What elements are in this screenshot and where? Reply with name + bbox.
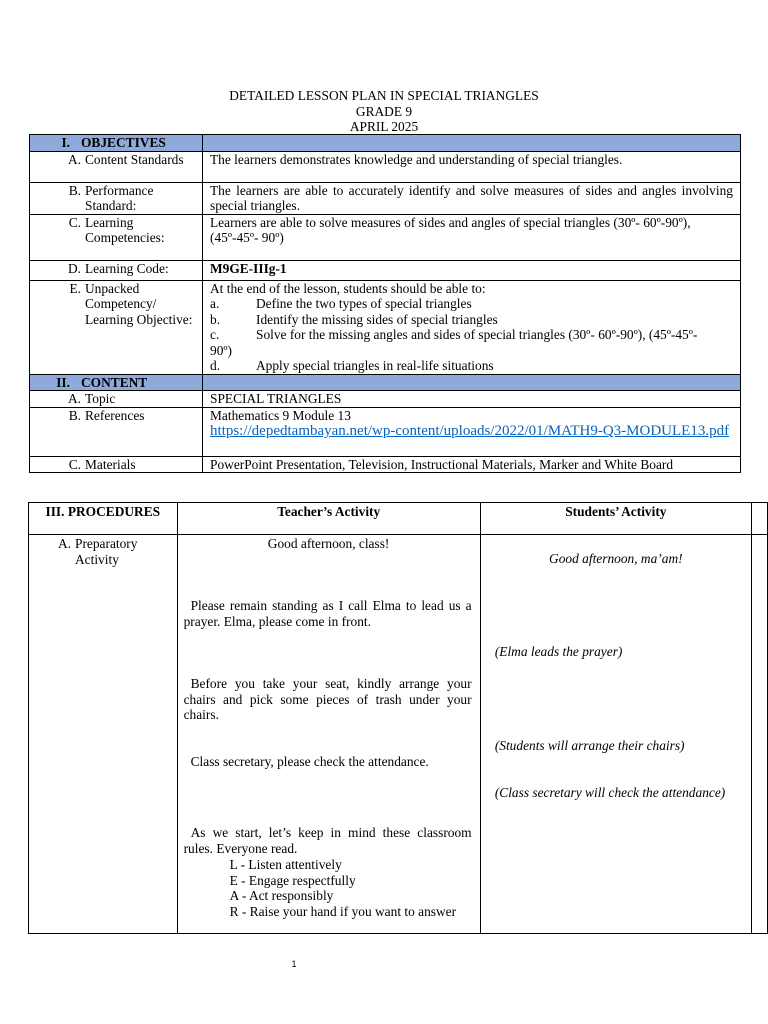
procedures-header-row: [29, 503, 768, 535]
row-number: A.: [67, 391, 81, 406]
row-label: References: [85, 407, 145, 423]
row-value: Mathematics 9 Module 13: [210, 407, 351, 423]
teacher-greeting: Good afternoon, class!: [267, 536, 390, 551]
content-header-row: [30, 374, 741, 391]
list-item: b. Identify the missing sides of special triangles: [210, 311, 498, 327]
row-label: Content Standards: [85, 151, 184, 167]
column-header: Students’ Activity: [480, 503, 751, 535]
rule-item: A - Act responsibly: [229, 888, 334, 903]
row-number: D.: [67, 260, 81, 276]
classroom-rules: [230, 857, 472, 919]
column-header: Teacher’s Activity: [177, 503, 480, 535]
objectives-intro: At the end of the lesson, students should be able to:: [210, 280, 486, 296]
row-number: B.: [68, 407, 81, 423]
table-row: [30, 456, 741, 473]
table-row: [29, 535, 768, 934]
row-number: E.: [69, 280, 81, 296]
list-item: a. Define the two types of special triangles: [210, 296, 472, 311]
row-label: Learning Competencies:: [85, 214, 165, 245]
rule-item: R - Raise your hand if you want to answer: [229, 903, 457, 919]
table-row: [30, 260, 741, 280]
teacher-prayer: Please remain standing as I call Elma to lead us a prayer. Elma, please come in front.: [183, 598, 472, 629]
row-number: C.: [68, 214, 81, 230]
row-label: Preparatory Activity: [75, 536, 138, 567]
section-number: II.: [56, 374, 70, 390]
table-row: [30, 214, 741, 260]
table-row: [30, 391, 741, 408]
document-title: [0, 88, 768, 135]
teacher-arrange: Before you take your seat, kindly arrange your chairs and pick some pieces of trash under your chairs.: [183, 676, 472, 722]
row-number: C.: [68, 456, 81, 472]
rule-item: L - Listen attentively: [229, 857, 342, 872]
table-row: [30, 280, 741, 374]
section-heading: CONTENT: [81, 374, 148, 390]
teacher-rules-intro: As we start, let’s keep in mind these classroom rules. Everyone read.: [183, 825, 472, 856]
title-line-1: DETAILED LESSON PLAN IN SPECIAL TRIANGLES: [229, 88, 539, 103]
row-number: A.: [67, 151, 81, 167]
teacher-attendance: Class secretary, please check the attendance.: [190, 754, 429, 769]
procedures-table: [28, 502, 768, 934]
row-label: Materials: [85, 456, 136, 472]
list-item: d. Apply special triangles in real-life situations: [210, 358, 494, 373]
row-label: Performance Standard:: [85, 182, 154, 213]
row-value: SPECIAL TRIANGLES: [210, 391, 342, 406]
row-number: B.: [68, 182, 81, 198]
list-item: c. Solve for the missing angles and sides of special triangles (30º- 60º-90º), (45º-45º-: [210, 327, 698, 342]
students-attendance: (Class secretary will check the attendance): [494, 785, 726, 800]
students-prayer: (Elma leads the prayer): [494, 644, 623, 659]
page-number: 1: [291, 959, 297, 969]
row-label: Topic: [85, 391, 116, 406]
row-label: Learning Code:: [85, 260, 169, 276]
row-value: PowerPoint Presentation, Television, Instructional Materials, Marker and White Board: [210, 456, 674, 472]
table-row: [30, 182, 741, 214]
row-value: Learners are able to solve measures of sides and angles of special triangles (30º- 60º-90º), (45º-45º- 90º): [210, 214, 691, 245]
title-line-3: APRIL 2025: [349, 119, 419, 134]
reference-link[interactable]: https://depedtambayan.net/wp-content/uploads/2022/01/MATH9-Q3-MODULE13.pdf: [210, 423, 730, 439]
students-arrange: (Students will arrange their chairs): [494, 738, 685, 753]
table-row: [30, 151, 741, 182]
row-value: The learners are able to accurately identify and solve measures of sides and angles involving special triangles.: [210, 182, 733, 213]
students-greeting: Good afternoon, ma’am!: [549, 551, 683, 566]
rule-item: E - Engage respectfully: [229, 872, 356, 888]
row-number: A.: [57, 536, 71, 551]
title-line-2: GRADE 9: [355, 103, 413, 119]
row-value: The learners demonstrates knowledge and understanding of special triangles.: [210, 151, 623, 167]
learning-code: M9GE-IIIg-1: [210, 260, 287, 276]
objectives-header-row: [30, 135, 741, 152]
table-row: [30, 407, 741, 456]
objectives-content-table: [29, 134, 741, 473]
section-heading: OBJECTIVES: [81, 135, 166, 150]
row-label: Unpacked Competency/ Learning Objective:: [85, 280, 193, 327]
column-header: III. PROCEDURES: [29, 503, 178, 535]
list-item-continuation: 90º): [210, 342, 233, 358]
section-number: I.: [61, 135, 70, 150]
